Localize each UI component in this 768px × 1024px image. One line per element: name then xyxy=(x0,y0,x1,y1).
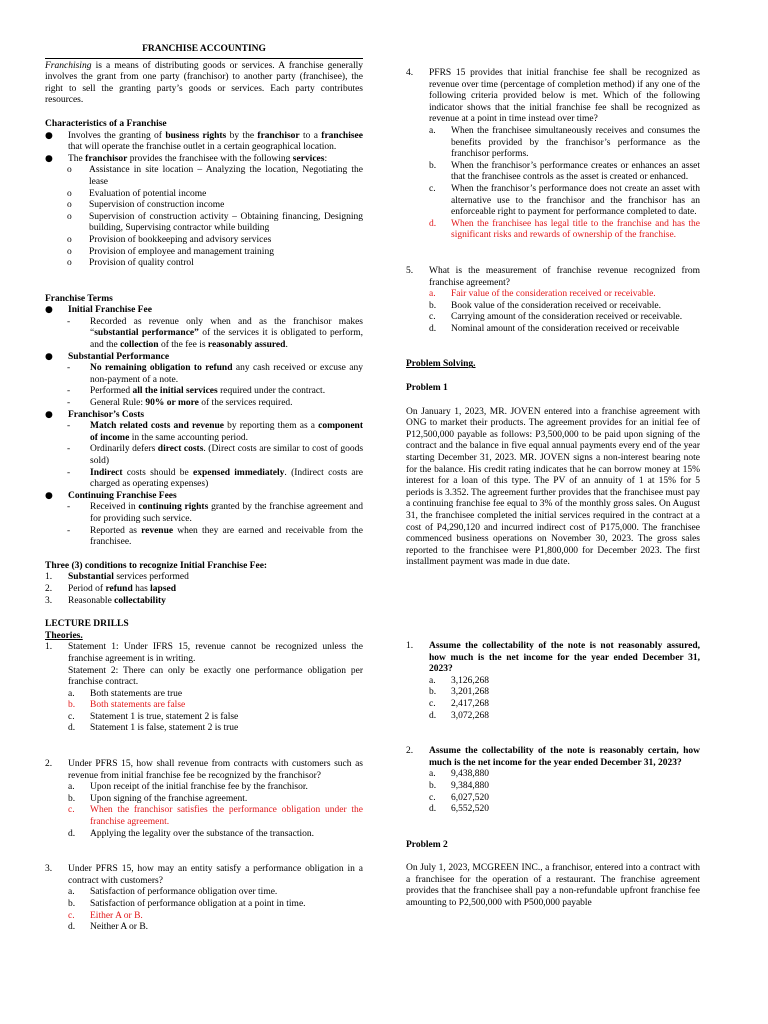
answer-option: c. 6,027,520 xyxy=(429,792,489,803)
circle-bullet-icon: o xyxy=(67,188,72,199)
answer-option: b. 9,384,880 xyxy=(429,780,489,791)
characteristics-list xyxy=(45,131,363,166)
answer-option-correct: c. Either A or B. xyxy=(68,910,143,921)
bullet-icon: ● xyxy=(45,130,53,141)
bullet-icon: ● xyxy=(45,490,53,501)
conditions-list xyxy=(45,572,363,607)
answer-option: d. 3,072,268 xyxy=(429,710,489,721)
circle-bullet-icon: o xyxy=(67,258,72,269)
characteristics-heading: Characteristics of a Franchise xyxy=(45,118,167,129)
problem-1-heading: Problem 1 xyxy=(406,383,448,394)
list-item: - Ordinarily defers direct costs. (Direct costs are similar to cost of goods sold) xyxy=(67,444,364,466)
answer-option: a. Upon receipt of the initial franchise fee by the franchisor. xyxy=(68,782,308,793)
answer-options xyxy=(406,289,700,335)
list-item: - Reported as revenue when they are earned and receivable from the franchisee. xyxy=(67,525,363,548)
bullet-icon: ● xyxy=(45,153,53,164)
question-1: 1. Statement 1: Under IFRS 15, revenue cannot be recognized unless the franchise agreement is in writing. Statement 2: There can only be exactly one performance obligation per franchise contract. a. Both statements are true b. Both statements are false c. Statement 1 is true, statement 2 is false d. Statement 1 is false, statement 2 is true xyxy=(45,642,363,734)
theories-subheading: Theories. xyxy=(45,630,83,641)
answer-options xyxy=(406,126,700,242)
franchise-terms-list xyxy=(45,305,363,317)
list-item: 1. Substantial services performed xyxy=(45,572,189,583)
conditions-heading: Three (3) conditions to recognize Initial Franchise Fee: xyxy=(45,560,268,571)
list-item: - No remaining obligation to refund any cash received or excuse any non-payment of a note. xyxy=(67,363,363,385)
answer-options xyxy=(45,887,363,933)
list-item: - Recorded as revenue only when and as the franchisor makes “substantial performance” of the services it is obligated to perform, and the collection of the fee is reasonably assured. xyxy=(67,316,364,351)
answer-options xyxy=(45,689,363,735)
answer-option: c. Statement 1 is true, statement 2 is false xyxy=(68,711,239,722)
answer-option: c. Carrying amount of the consideration received or receivable. xyxy=(429,312,683,323)
answer-option: d. Applying the legality over the substance of the transaction. xyxy=(68,828,314,839)
list-item: 3. Reasonable collectability xyxy=(45,595,166,606)
list-item: o Evaluation of potential income xyxy=(67,188,207,199)
answer-option-correct: b. Both statements are false xyxy=(68,700,186,711)
list-item: ● Substantial Performance xyxy=(45,351,170,362)
answer-option: a. 9,438,880 xyxy=(429,769,489,780)
circle-bullet-icon: o xyxy=(67,211,72,222)
list-item: ● The franchisor provides the franchisee with the following services: xyxy=(45,153,328,164)
list-item: ● Initial Franchise Fee xyxy=(45,305,152,316)
list-item: o Provision of bookkeeping and advisory services xyxy=(67,234,272,245)
problem-1-question-2: 2. Assume the collectability of the note is reasonably certain, how much is the net income for the year ended December 31, 2023? a. 9,438,880 b. 9,384,880 c. 6,027,520 d. 6,552,520 xyxy=(406,746,700,815)
services-list xyxy=(45,165,363,269)
answer-options xyxy=(45,782,363,840)
question-4: 4. PFRS 15 provides that initial franchise fee shall be recognized as revenue over time (percentage of completion method) if any one of the following criteria provided below is met. Which of the following indicator shows that the initial franchise fee shall be recognized as revenue at a point in time instead over time? a. When the franchisee simultaneously receives and consumes the benefits provided by the franchisor’s performance as the franchisor performs. b. When the franchisor’s performance creates or enhances an asset that the franchisee controls as the asset is created or enhanced. c. When the franchisor’s performance does not create an asset with alternative use to the franchisor and the franchisor has an enforceable right to payment for performance completed to date. d. When the franchisee has legal title to the franchise and has the significant risks and rewards of ownership of the franchise. xyxy=(406,68,700,241)
right-column xyxy=(406,68,700,910)
franchise-terms-heading: Franchise Terms xyxy=(45,293,113,304)
question-5: 5. What is the measurement of franchise revenue recognized from franchise agreement? a. Fair value of the consideration received or receivable. b. Book value of the consideration received or receivable. c. Carrying amount of the consideration received or receivable. d. Nominal amount of the consideration received or receivable xyxy=(406,265,700,334)
answer-option: b. 3,201,268 xyxy=(429,687,489,698)
circle-bullet-icon: o xyxy=(67,165,72,176)
answer-option: d. Statement 1 is false, statement 2 is true xyxy=(68,723,239,734)
list-item: o Provision of employee and management training xyxy=(67,246,274,257)
lecture-drills-heading: LECTURE DRILLS xyxy=(45,619,129,630)
answer-option: d. Nominal amount of the consideration received or receivable xyxy=(429,323,680,334)
answer-option: a. Both statements are true xyxy=(68,688,183,699)
problem-1-question-1: 1. Assume the collectability of the note is not reasonably assured, how much is the net income for the year ended December 31, 2023? a. 3,126,268 b. 3,201,268 c. 2,417,268 d. 3,072,268 xyxy=(406,640,700,721)
answer-option: b. When the franchisor’s performance creates or enhances an asset that the franchisee controls as the asset is created or enhanced. xyxy=(429,160,700,183)
answer-option: d. 6,552,520 xyxy=(429,804,489,815)
answer-option: c. When the franchisor’s performance does not create an asset with alternative use to the franchisor and the franchisor has an enforceable right to payment for performance completed to date. xyxy=(429,183,700,218)
list-item: - Performed all the initial services required under the contract. xyxy=(67,386,326,397)
continuing-fees-details xyxy=(45,502,363,548)
title-divider xyxy=(45,58,363,59)
answer-option: c. 2,417,268 xyxy=(429,698,489,709)
circle-bullet-icon: o xyxy=(67,234,72,245)
initial-fee-details xyxy=(45,317,363,352)
franchise-terms-list-2 xyxy=(45,352,363,364)
substantial-performance-details xyxy=(45,363,363,409)
answer-option: a. 3,126,268 xyxy=(429,675,489,686)
question-3: 3. Under PFRS 15, how may an entity satisfy a performance obligation in a contract with customers? a. Satisfaction of performance obligation over time. b. Satisfaction of performance obligation at a point in time. c. Either A or B. d. Neither A or B. xyxy=(45,864,363,933)
problem-1-text: On January 1, 2023, MR. JOVEN entered into a franchise agreement with ONG to market their products. The agreement provides for an initial fee of P12,500,000 payable as follows: P3,500,000 to be paid upon signing of the contract and the balance in five equal annual payments every end of the year starting December 31, 2023. MR. JOVEN signs a non-interest bearing note for the balance. His credit rating indicates that he can borrow money at 15% interest for a loan of this type. The PV of an annuity of 1 at 15% for 5 periods is 3.352. The agreement further provides that the franchisee must pay a continuing franchise fee equal to 3% of the monthly gross sales. On August 31, the franchisee completed the initial services required in the contract at a cost of P4,290,120 and incurred indirect cost of P175,000. The franchisee commenced business operations on November 30, 2023. The gross sales reported to the franchisee were P1,800,000 for December 2023. The first installment payment was made in due date. xyxy=(406,406,700,568)
bullet-icon: ● xyxy=(45,409,53,420)
list-item: - Indirect costs should be expensed immediately. (Indirect costs are charged as operating expenses) xyxy=(67,467,363,490)
list-item: ● Continuing Franchise Fees xyxy=(45,490,177,501)
list-item: o Supervision of construction income xyxy=(67,200,225,211)
list-item: - General Rule: 90% or more of the services required. xyxy=(67,398,293,409)
left-column xyxy=(45,44,363,934)
bullet-icon: ● xyxy=(45,305,53,316)
answer-option-correct: a. Fair value of the consideration received or receivable. xyxy=(429,289,656,300)
problem-2-heading: Problem 2 xyxy=(406,839,448,850)
answer-option-correct: c. When the franchisor satisfies the performance obligation under the franchise agreement. xyxy=(68,805,363,828)
answer-option: b. Book value of the consideration received or receivable. xyxy=(429,300,661,311)
answer-options xyxy=(406,676,700,722)
answer-options xyxy=(406,769,700,815)
list-item: ● Franchisor’s Costs xyxy=(45,409,145,420)
intro-text: is a means of distributing goods or services. A franchise generally involves the grant from one party (franchisor) to another party (franchisee), the right to sell the granting party’s goods or services. Each party contributes resources. xyxy=(45,60,363,106)
bullet-icon: ● xyxy=(45,351,53,362)
list-item: - Received in continuing rights granted by the franchise agreement and for providing such service. xyxy=(67,502,363,524)
problem-solving-heading: Problem Solving. xyxy=(406,359,476,370)
list-item: o Assistance in site location – Analyzing the location, Negotiating the lease xyxy=(67,165,363,187)
answer-option: a. Satisfaction of performance obligation over time. xyxy=(68,887,278,898)
intro-paragraph xyxy=(45,61,363,107)
question-2: 2. Under PFRS 15, how shall revenue from contracts with customers such as revenue from initial franchise fee be recognized by the franchisor? a. Upon receipt of the initial franchise fee by the franchisor. b. Upon signing of the franchise agreement. c. When the franchisor satisfies the performance obligation under the franchise agreement. d. Applying the legality over the substance of the transaction. xyxy=(45,759,363,839)
franchisor-costs-details xyxy=(45,421,363,491)
answer-option-correct: d. When the franchisee has legal title to the franchise and has the significant risks and rewards of ownership of the franchise. xyxy=(429,218,700,241)
list-item: - Match related costs and revenue by reporting them as a component of income in the same accounting period. xyxy=(67,421,363,443)
circle-bullet-icon: o xyxy=(67,246,72,257)
list-item: o Provision of quality control xyxy=(67,258,194,269)
list-item: ● Involves the granting of business rights by the franchisor to a franchisee that will operate the franchise outlet in a certain geographical location. xyxy=(45,130,363,153)
document-title: FRANCHISE ACCOUNTING xyxy=(142,44,266,54)
list-item: o Supervision of construction activity – Obtaining financing, Designing building, Supervising contractor while building xyxy=(67,211,363,234)
franchise-terms-list-4 xyxy=(45,491,363,503)
list-item: 2. Period of refund has lapsed xyxy=(45,583,177,594)
intro-term: Franchising xyxy=(45,60,92,71)
answer-option: a. When the franchisee simultaneously receives and consumes the benefits provided by the franchisor’s performance as the franchisor performs. xyxy=(429,125,700,160)
problem-2-text: On July 1, 2023, MCGREEN INC., a franchisor, entered into a contract with a franchisee for the operation of a restaurant. The franchise agreement provides that the franchisee shall pay a non-refundable upfront franchise fee amounting to P2,500,000 with P500,000 payable xyxy=(406,863,700,909)
answer-option: d. Neither A or B. xyxy=(68,922,149,933)
answer-option: b. Upon signing of the franchise agreement. xyxy=(68,793,248,804)
franchise-terms-list-3 xyxy=(45,410,363,422)
circle-bullet-icon: o xyxy=(67,200,72,211)
answer-option: b. Satisfaction of performance obligation at a point in time. xyxy=(68,899,306,909)
